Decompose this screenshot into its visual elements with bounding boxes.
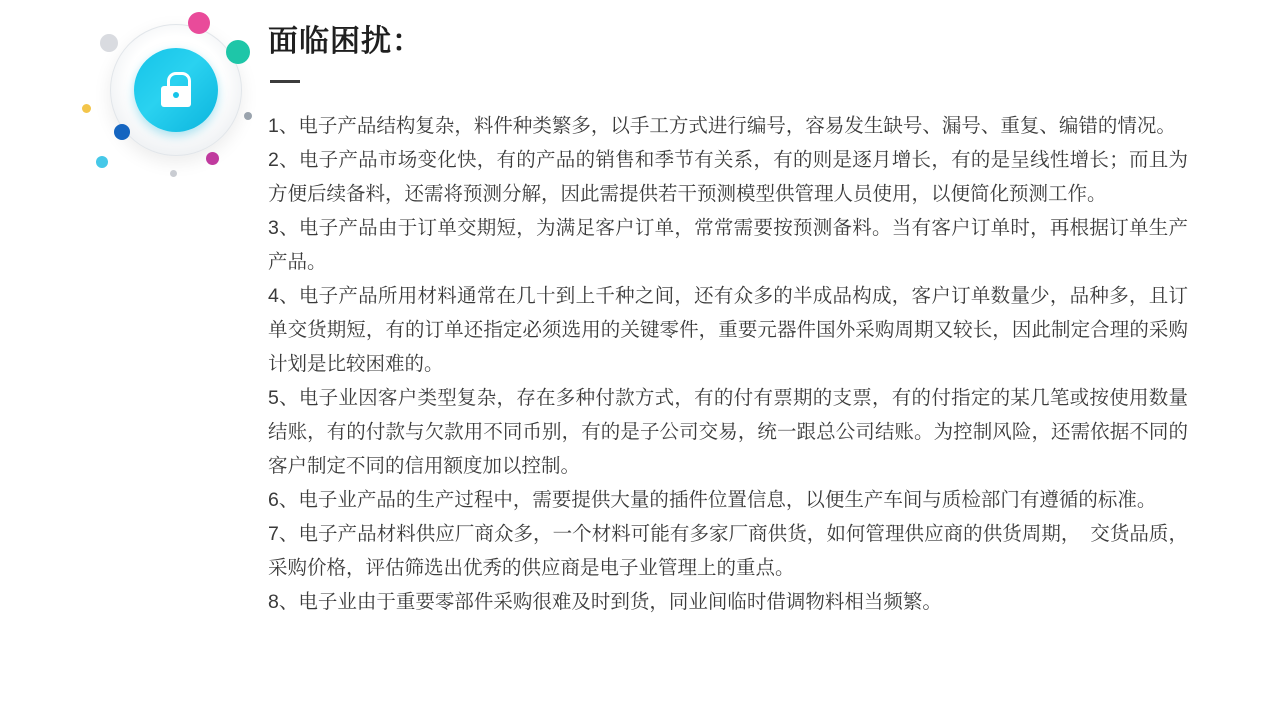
blue-dot-icon [114, 124, 130, 140]
small-gray-dot-icon [244, 112, 252, 120]
tiny-gray-dot-icon [170, 170, 177, 177]
lock-keyhole-icon [173, 92, 179, 98]
slide-content [268, 22, 1188, 619]
teal-dot-icon [226, 40, 250, 64]
issue-list [268, 109, 1188, 619]
list-item: 4、电子产品所用材料通常在几十到上千种之间，还有众多的半成品构成，客户订单数量少，品种多，且订单交货期短，有的订单还指定必须选用的关键零件，重要元器件国外采购周期又较长，因此制定合理的采购计划是比较困难的。 [268, 285, 1188, 375]
list-item: 5、电子业因客户类型复杂，存在多种付款方式，有的付有票期的支票，有的付指定的某几笔或按使用数量结账，有的付款与欠款用不同币别，有的是子公司交易，统一跟总公司结账。为控制风险，还需依据不同的客户制定不同的信用额度加以控制。 [268, 387, 1188, 477]
cyan-dot-icon [96, 156, 108, 168]
title-divider [270, 80, 300, 83]
list-item: 3、电子产品由于订单交期短，为满足客户订单，常常需要按预测备料。当有客户订单时，再根据订单生产产品。 [268, 217, 1188, 273]
list-item: 7、电子产品材料供应厂商众多，一个材料可能有多家厂商供货，如何管理供应商的供货周期， 交货品质，采购价格，评估筛选出优秀的供应商是电子业管理上的重点。 [268, 523, 1188, 579]
lock-icon [134, 48, 218, 132]
list-item: 1、电子产品结构复杂，料件种类繁多，以手工方式进行编号，容易发生缺号、漏号、重复、编错的情况。 [268, 115, 1176, 137]
decorative-icon-cluster [78, 10, 258, 180]
gray-dot-icon [100, 34, 118, 52]
lock-glyph-icon [159, 72, 193, 108]
page-title: 面临困扰： [268, 25, 423, 58]
list-item: 2、电子产品市场变化快，有的产品的销售和季节有关系，有的则是逐月增长，有的是呈线性增长；而且为方便后续备料，还需将预测分解，因此需提供若干预测模型供管理人员使用，以便简化预测工作。 [268, 149, 1188, 205]
list-item: 6、电子业产品的生产过程中，需要提供大量的插件位置信息，以便生产车间与质检部门有遵循的标准。 [268, 489, 1157, 511]
yellow-dot-icon [82, 104, 91, 113]
list-item: 8、电子业由于重要零部件采购很难及时到货，同业间临时借调物料相当频繁。 [268, 591, 942, 613]
magenta-dot-icon [206, 152, 219, 165]
pink-dot-icon [188, 12, 210, 34]
